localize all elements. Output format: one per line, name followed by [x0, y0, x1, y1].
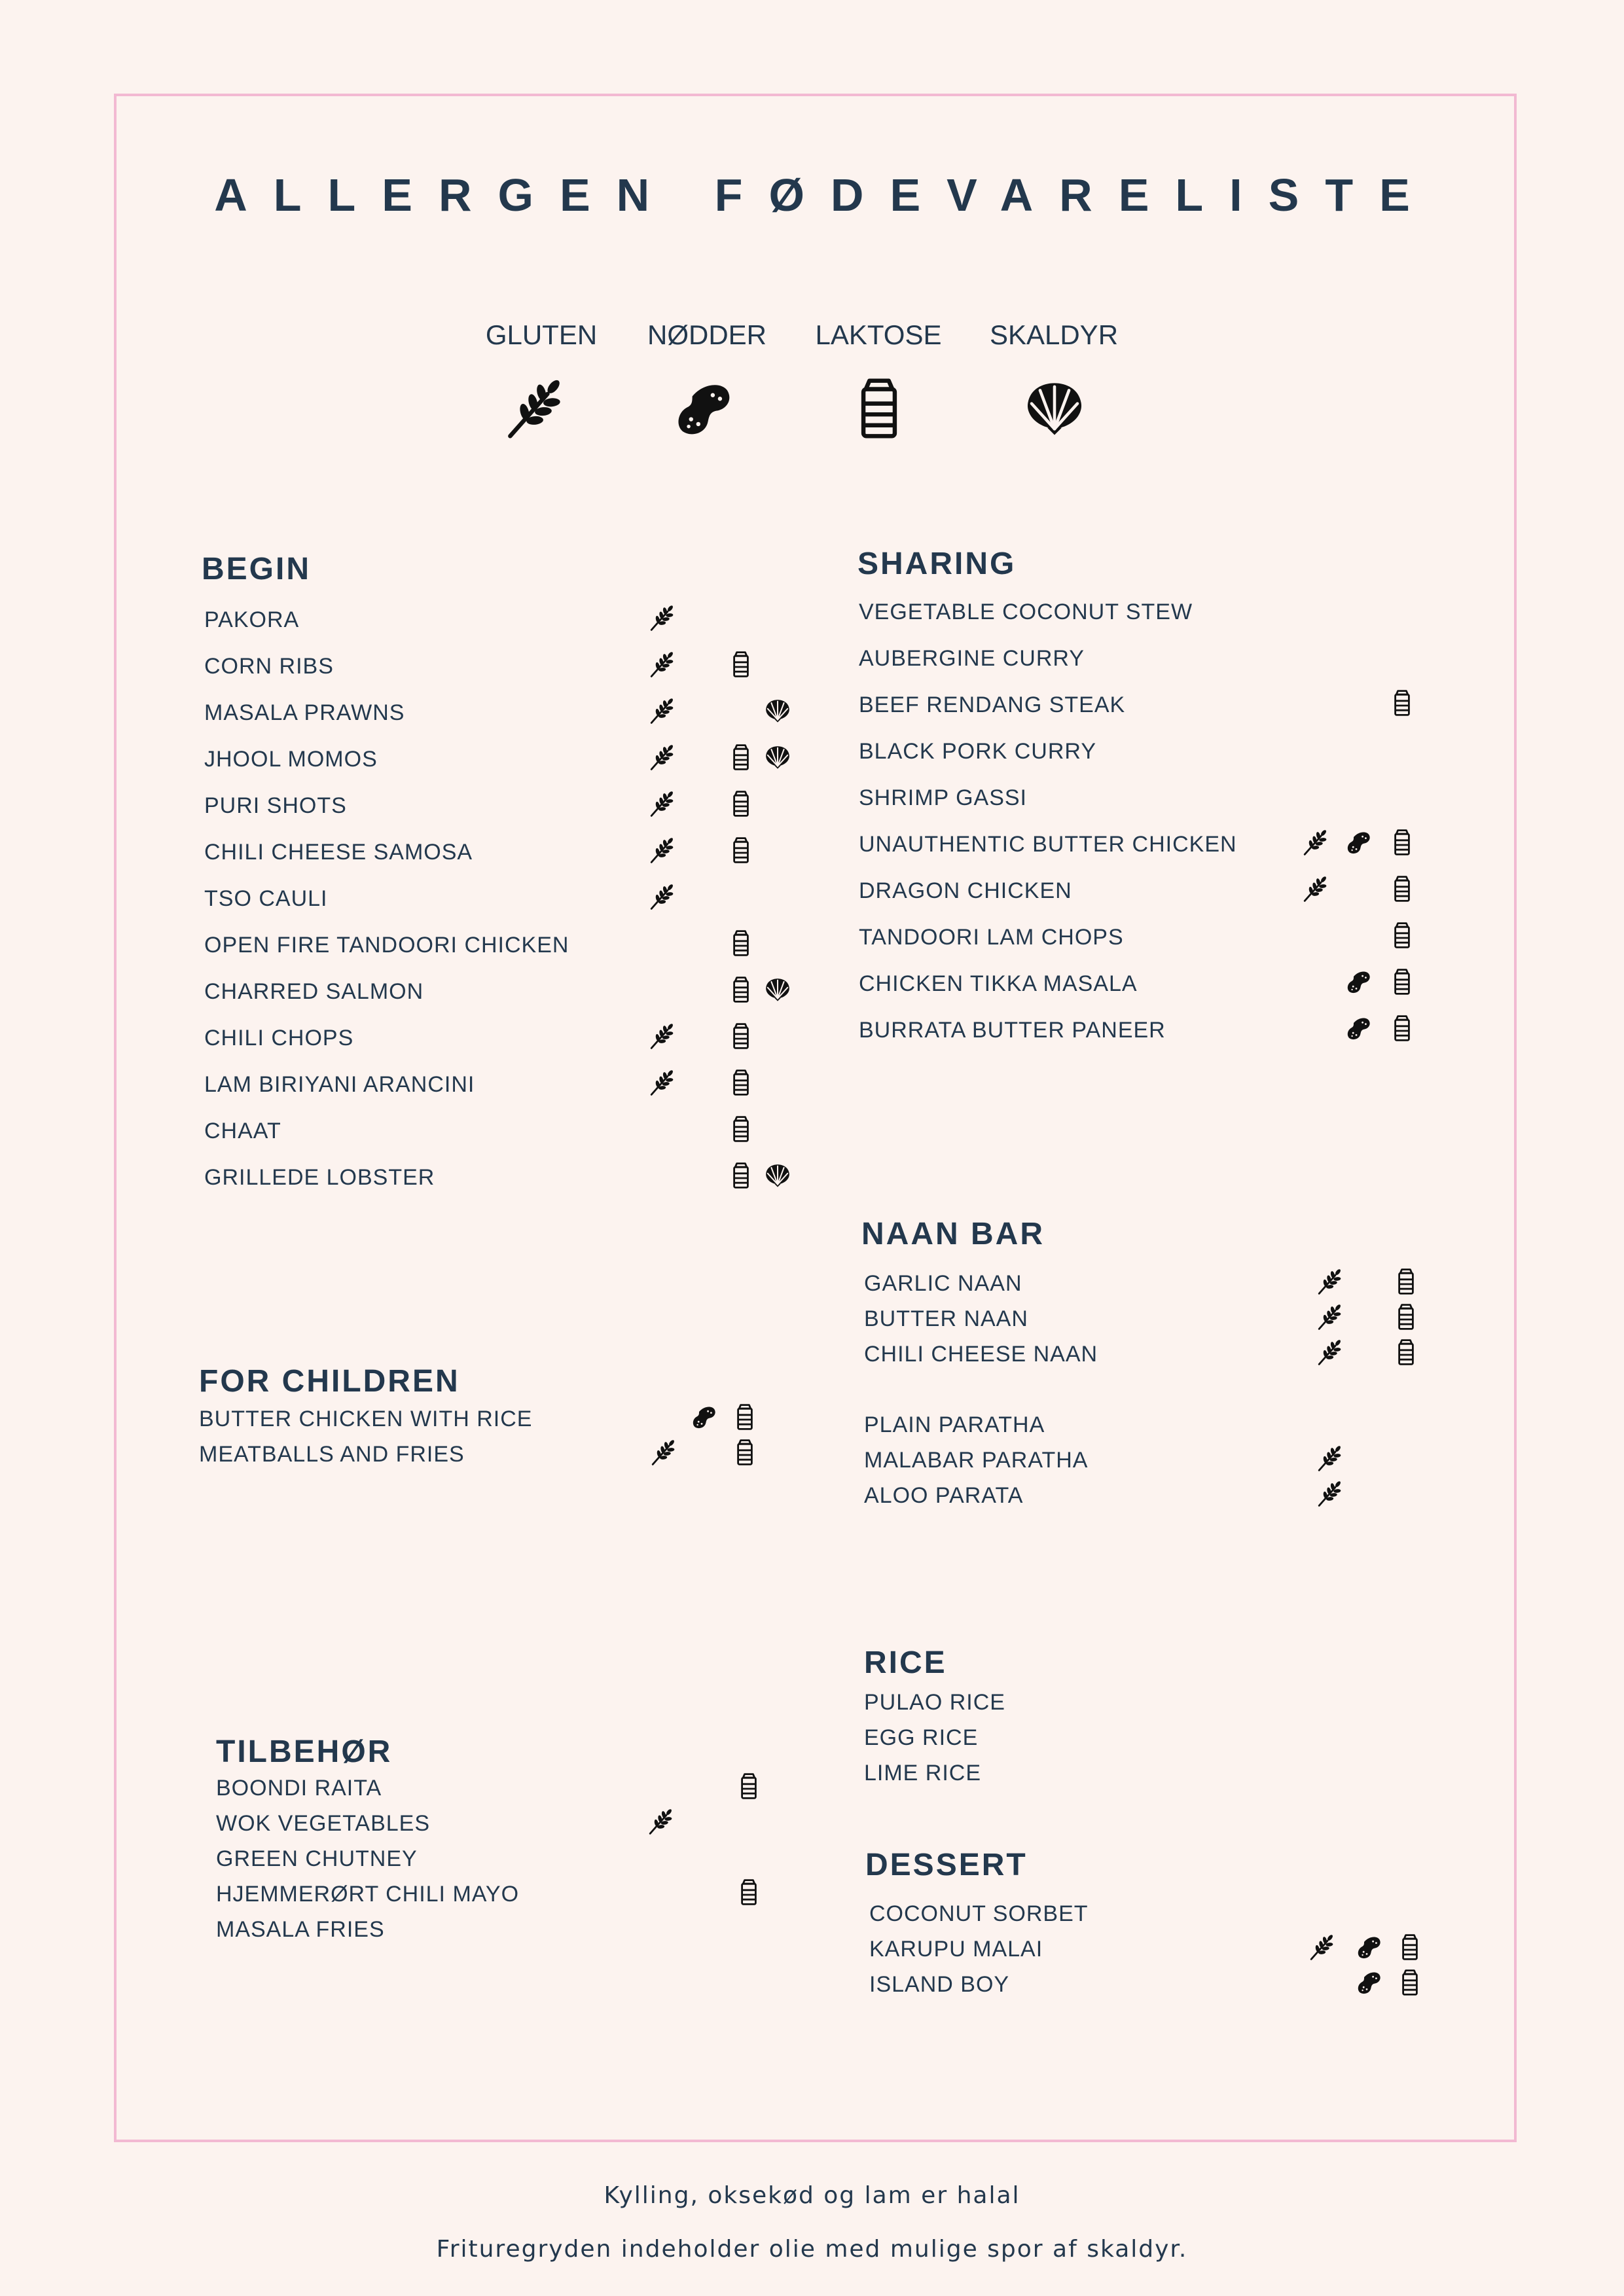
milk-carton-icon: [1389, 828, 1415, 857]
section-title-tilbehor: TILBEHØR: [216, 1734, 393, 1769]
section-title-dessert: DESSERT: [865, 1848, 1028, 1882]
peanut-icon: [1346, 828, 1372, 857]
legend-label-shellfish: SKALDYR: [989, 319, 1119, 350]
milk-carton-icon: [728, 1115, 754, 1143]
page-title: ALLERGEN FØDEVARELISTE: [214, 170, 1436, 221]
milk-carton-icon: [1389, 689, 1415, 717]
peanut-icon: [1356, 1933, 1382, 1962]
menu-item: CHILI CHEESE NAAN: [864, 1342, 1098, 1367]
wheat-icon: [649, 836, 676, 865]
section-title-rice: RICE: [864, 1645, 947, 1680]
menu-item: MALABAR PARATHA: [864, 1448, 1089, 1473]
wheat-icon: [649, 650, 676, 679]
menu-item: GREEN CHUTNEY: [216, 1846, 418, 1871]
peanut-icon: [1346, 967, 1372, 996]
menu-item: COCONUT SORBET: [869, 1901, 1089, 1926]
milk-carton-icon: [728, 1161, 754, 1190]
milk-carton-icon: [728, 650, 754, 679]
footer-halal-note: Kylling, oksekød og lam er halal: [604, 2182, 1020, 2209]
milk-carton-icon: [728, 836, 754, 865]
legend-label-gluten: GLUTEN: [485, 319, 598, 350]
section-title-naan: NAAN BAR: [861, 1217, 1045, 1251]
wheat-icon: [1317, 1267, 1343, 1296]
peanut-icon: [1356, 1968, 1382, 1997]
menu-item: PULAO RICE: [864, 1690, 1005, 1715]
menu-item: EGG RICE: [864, 1725, 979, 1750]
menu-item: DRAGON CHICKEN: [859, 878, 1072, 903]
menu-item: PLAIN PARATHA: [864, 1412, 1045, 1437]
menu-item: OPEN FIRE TANDOORI CHICKEN: [204, 933, 569, 958]
milk-carton-icon: [1393, 1302, 1419, 1331]
wheat-icon: [1317, 1338, 1343, 1367]
wheat-icon: [649, 603, 676, 632]
shell-icon: [765, 1161, 791, 1190]
wheat-icon: [1303, 828, 1329, 857]
milk-carton-icon: [1389, 921, 1415, 950]
wheat-icon: [649, 1068, 676, 1097]
menu-item: KARUPU MALAI: [869, 1937, 1043, 1962]
milk-carton-icon: [732, 1438, 758, 1467]
peanut-icon: [674, 378, 734, 439]
menu-item: TANDOORI LAM CHOPS: [859, 925, 1124, 950]
milk-carton-icon: [1393, 1267, 1419, 1296]
section-title-sharing: SHARING: [857, 547, 1017, 581]
menu-item: BUTTER NAAN: [864, 1306, 1028, 1331]
legend-label-nuts: NØDDER: [647, 319, 767, 350]
menu-item: SHRIMP GASSI: [859, 785, 1027, 810]
section-title-children: FOR CHILDREN: [199, 1364, 460, 1399]
milk-carton-icon: [728, 929, 754, 958]
section-title-begin: BEGIN: [202, 552, 312, 586]
wheat-icon: [1317, 1444, 1343, 1473]
legend-label-lactose: LAKTOSE: [815, 319, 942, 350]
wheat-icon: [649, 696, 676, 725]
menu-item: WOK VEGETABLES: [216, 1811, 431, 1836]
menu-item: LAM BIRIYANI ARANCINI: [204, 1072, 475, 1097]
menu-item: BLACK PORK CURRY: [859, 739, 1097, 764]
milk-carton-icon: [1397, 1968, 1423, 1997]
milk-carton-icon: [728, 743, 754, 772]
milk-carton-icon: [1397, 1933, 1423, 1962]
milk-carton-icon: [849, 378, 909, 439]
milk-carton-icon: [736, 1878, 762, 1907]
menu-item: GARLIC NAAN: [864, 1271, 1022, 1296]
menu-item: JHOOL MOMOS: [204, 747, 378, 772]
wheat-icon: [649, 1022, 676, 1050]
menu-item: CORN RIBS: [204, 654, 334, 679]
wheat-icon: [649, 789, 676, 818]
milk-carton-icon: [728, 975, 754, 1004]
menu-item: BEEF RENDANG STEAK: [859, 692, 1126, 717]
wheat-icon: [648, 1807, 674, 1836]
menu-item: HJEMMERØRT CHILI MAYO: [216, 1882, 520, 1907]
menu-item: UNAUTHENTIC BUTTER CHICKEN: [859, 832, 1237, 857]
milk-carton-icon: [1393, 1338, 1419, 1367]
menu-item: CHICKEN TIKKA MASALA: [859, 971, 1138, 996]
menu-item: MEATBALLS AND FRIES: [199, 1442, 465, 1467]
milk-carton-icon: [1389, 1014, 1415, 1043]
wheat-icon: [1309, 1933, 1335, 1962]
wheat-icon: [649, 743, 676, 772]
shell-icon: [765, 696, 791, 725]
menu-item: ISLAND BOY: [869, 1972, 1010, 1997]
menu-item: TSO CAULI: [204, 886, 328, 911]
milk-carton-icon: [736, 1772, 762, 1801]
milk-carton-icon: [732, 1403, 758, 1431]
menu-item: MASALA FRIES: [216, 1917, 385, 1942]
wheat-icon: [649, 882, 676, 911]
milk-carton-icon: [728, 789, 754, 818]
menu-item: GRILLEDE LOBSTER: [204, 1165, 435, 1190]
shell-icon: [765, 975, 791, 1004]
wheat-icon: [1317, 1479, 1343, 1508]
peanut-icon: [1346, 1014, 1372, 1043]
milk-carton-icon: [728, 1022, 754, 1050]
menu-item: CHILI CHOPS: [204, 1026, 354, 1050]
menu-item: AUBERGINE CURRY: [859, 646, 1085, 671]
menu-item: BURRATA BUTTER PANEER: [859, 1018, 1166, 1043]
milk-carton-icon: [728, 1068, 754, 1097]
menu-item: ALOO PARATA: [864, 1483, 1024, 1508]
wheat-icon: [1303, 874, 1329, 903]
milk-carton-icon: [1389, 874, 1415, 903]
wheat-icon: [651, 1438, 677, 1467]
menu-item: BOONDI RAITA: [216, 1776, 382, 1801]
menu-item: LIME RICE: [864, 1761, 982, 1785]
menu-item: CHILI CHEESE SAMOSA: [204, 840, 473, 865]
menu-item: MASALA PRAWNS: [204, 700, 405, 725]
menu-item: VEGETABLE COCONUT STEW: [859, 600, 1193, 624]
peanut-icon: [691, 1403, 717, 1431]
wheat-icon: [1317, 1302, 1343, 1331]
footer-fryer-note: Frituregryden indeholder olie med mulige spor af skaldyr.: [436, 2236, 1188, 2263]
menu-item: PAKORA: [204, 607, 300, 632]
menu-item: CHAAT: [204, 1119, 281, 1143]
menu-item: PURI SHOTS: [204, 793, 347, 818]
milk-carton-icon: [1389, 967, 1415, 996]
wheat-icon: [505, 378, 566, 439]
shell-icon: [1024, 378, 1085, 439]
shell-icon: [765, 743, 791, 772]
menu-item: BUTTER CHICKEN WITH RICE: [199, 1407, 533, 1431]
menu-item: CHARRED SALMON: [204, 979, 424, 1004]
